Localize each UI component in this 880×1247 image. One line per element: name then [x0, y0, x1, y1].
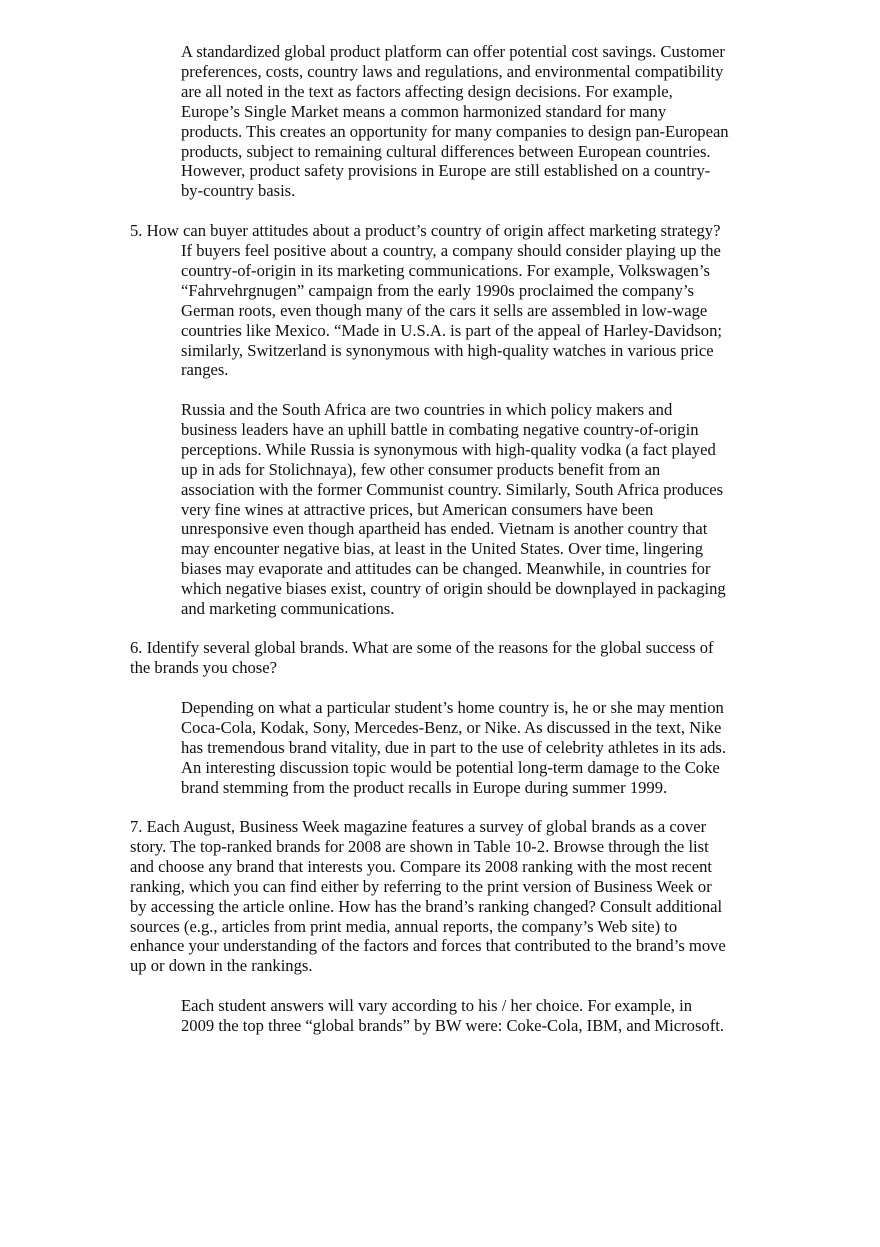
question-text: ranking, which you can find either by referring to the print version of Business Week or	[130, 876, 712, 896]
question-text: and choose any brand that interests you. Compare its 2008 ranking with the most recent	[130, 856, 713, 876]
text-line: Each student answers will vary according to his / her choice. For example, in	[181, 996, 693, 1015]
text-line: Europe’s Single Market means a common harmonized standard for many	[181, 101, 667, 121]
question-7	[130, 817, 780, 976]
text-line: German roots, even though many of the cars it sells are assembled in low-wage	[181, 300, 708, 320]
text-line: has tremendous brand vitality, due in part to the use of celebrity athletes in its ads.	[181, 737, 726, 757]
text-line: products, subject to remaining cultural differences between European countries.	[181, 141, 711, 161]
answer-7	[181, 996, 781, 1036]
text-line: ranges.	[181, 360, 229, 380]
question-text: 5. How can buyer attitudes about a product’s country of origin affect marketing strategy?	[130, 221, 721, 240]
text-line: If buyers feel positive about a country, a company should consider playing up the	[181, 241, 721, 260]
text-line: which negative biases exist, country of origin should be downplayed in packaging	[181, 579, 726, 599]
text-line: association with the former Communist country. Similarly, South Africa produces	[181, 479, 724, 499]
text-line: up in ads for Stolichnaya), few other consumer products benefit from an	[181, 459, 661, 479]
text-line: Depending on what a particular student’s home country is, he or she may mention	[181, 698, 724, 717]
question-5	[130, 221, 780, 241]
text-line: are all noted in the text as factors affecting design decisions. For example,	[181, 81, 673, 101]
question-text: enhance your understanding of the factors and forces that contributed to the brand’s move	[130, 936, 726, 956]
answer-5-part-2	[181, 400, 781, 619]
question-text: 6. Identify several global brands. What are some of the reasons for the global success of	[130, 638, 714, 657]
answer-5-part-1	[181, 241, 781, 380]
text-line: perceptions. While Russia is synonymous with high-quality vodka (a fact played	[181, 439, 716, 459]
text-line: However, product safety provisions in Europe are still established on a country-	[181, 161, 711, 181]
answer-6	[181, 698, 781, 798]
text-line: A standardized global product platform can offer potential cost savings. Customer	[181, 42, 725, 61]
text-line: An interesting discussion topic would be potential long-term damage to the Coke	[181, 757, 720, 777]
question-text: up or down in the rankings.	[130, 956, 313, 976]
text-line: brand stemming from the product recalls in Europe during summer 1999.	[181, 777, 668, 797]
text-line: and marketing communications.	[181, 599, 395, 619]
text-line: similarly, Switzerland is synonymous with high-quality watches in various price	[181, 340, 714, 360]
text-line: business leaders have an uphill battle in combating negative country-of-origin	[181, 419, 699, 439]
text-line: country-of-origin in its marketing communications. For example, Volkswagen’s	[181, 260, 710, 280]
text-line: products. This creates an opportunity for many companies to design pan-European	[181, 121, 729, 141]
text-line: may encounter negative bias, at least in the United States. Over time, lingering	[181, 539, 704, 559]
text-line: very fine wines at attractive prices, but American consumers have been	[181, 499, 654, 519]
text-line: Coca-Cola, Kodak, Sony, Mercedes-Benz, or Nike. As discussed in the text, Nike	[181, 717, 722, 737]
question-text: story. The top-ranked brands for 2008 are shown in Table 10-2. Browse through the list	[130, 836, 709, 856]
question-text: sources (e.g., articles from print media, annual reports, the company’s Web site) to	[130, 916, 678, 936]
text-line: countries like Mexico. “Made in U.S.A. is part of the appeal of Harley-Davidson;	[181, 320, 722, 340]
question-text: the brands you chose?	[130, 657, 277, 677]
text-line: preferences, costs, country laws and regulations, and environmental compatibility	[181, 61, 724, 81]
text-line: by-country basis.	[181, 181, 296, 201]
text-line: 2009 the top three “global brands” by BW were: Coke-Cola, IBM, and Microsoft.	[181, 1015, 725, 1035]
question-6	[130, 638, 780, 678]
question-text: by accessing the article online. How has the brand’s ranking changed? Consult additional	[130, 896, 723, 916]
question-text: 7. Each August, Business Week magazine features a survey of global brands as a cover	[130, 817, 707, 836]
text-line: Russia and the South Africa are two countries in which policy makers and	[181, 400, 673, 419]
text-line: unresponsive even though apartheid has ended. Vietnam is another country that	[181, 519, 708, 539]
answer-4-continued	[181, 42, 781, 201]
text-line: “Fahrvehrgnugen” campaign from the early 1990s proclaimed the company’s	[181, 280, 695, 300]
text-line: biases may evaporate and attitudes can be changed. Meanwhile, in countries for	[181, 559, 711, 579]
